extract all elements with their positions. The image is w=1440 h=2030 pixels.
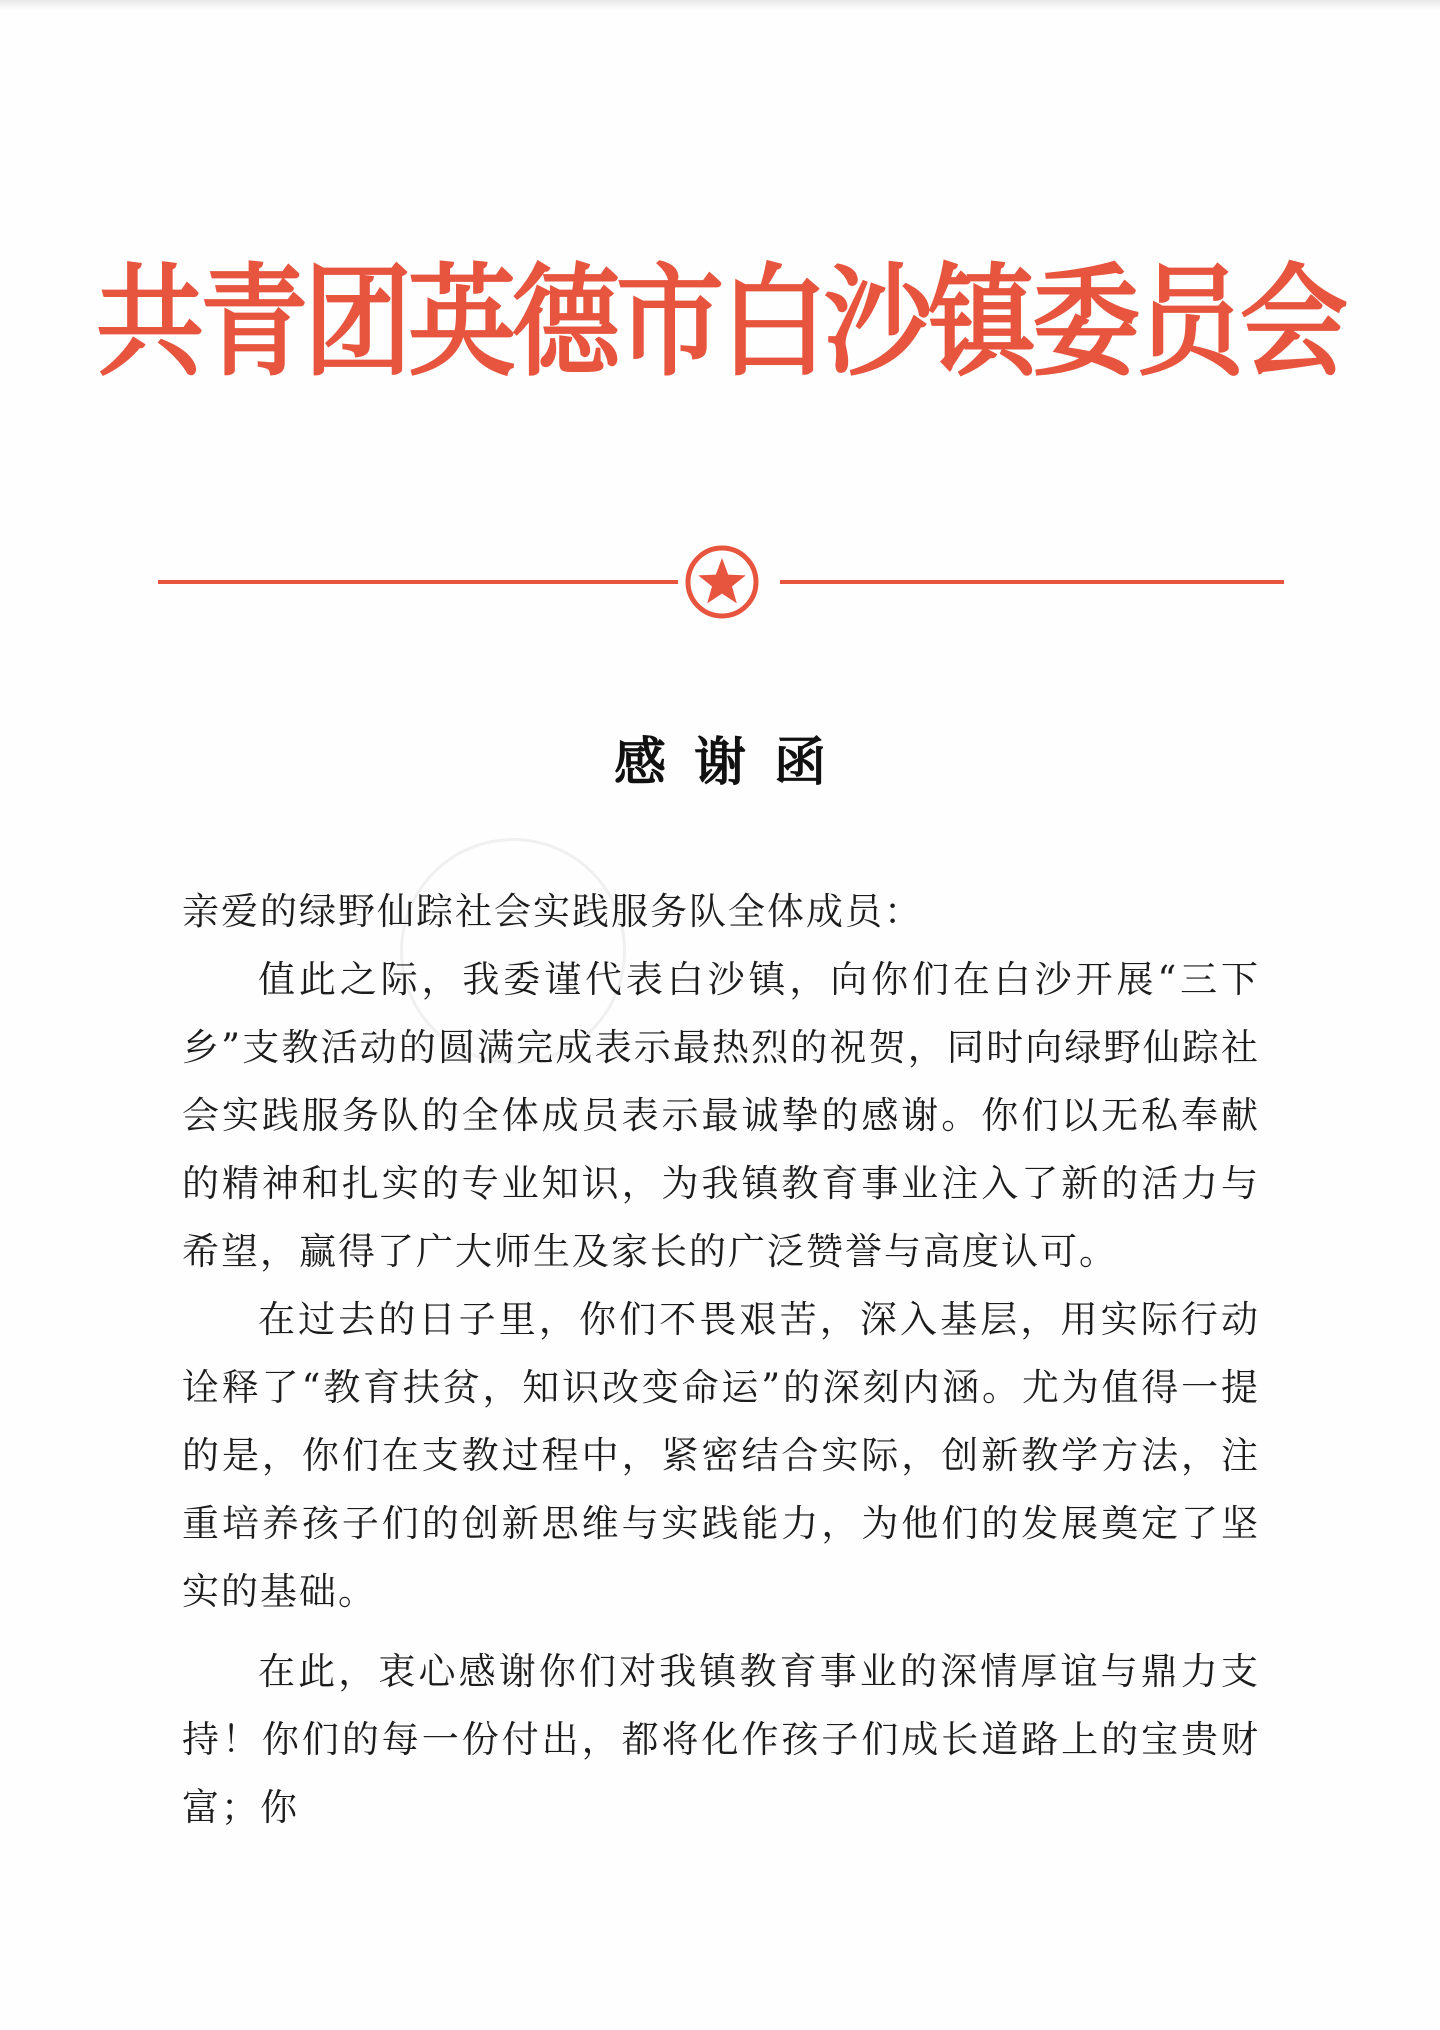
letterhead-rule-right	[780, 580, 1284, 584]
salutation: 亲爱的绿野仙踪社会实践服务队全体成员：	[182, 890, 923, 933]
paragraph-2: 在过去的日子里，你们不畏艰苦，深入基层，用实际行动诠释了“教育扶贫，知识改变命运”的深刻内涵。尤为值得一提的是，你们在支教过程中，紧密结合实际，创新教学方法，注重培养孩子们的创新思维与实践能力，为他们的发展奠定了坚实的基础。	[182, 1298, 1260, 1613]
letterhead-rule-left	[158, 580, 678, 584]
letterhead-org-name: 共青团英德市白沙镇委员会	[95, 251, 1344, 394]
paragraph-1: 值此之际，我委谨代表白沙镇，向你们在白沙开展“三下乡”支教活动的圆满完成表示最热烈的祝贺，同时向绿野仙踪社会实践服务队的全体成员表示最诚挚的感谢。你们以无私奉献的精神和扎实的专业知识，为我镇教育事业注入了新的活力与希望，赢得了广大师生及家长的广泛赞誉与高度认可。	[182, 958, 1260, 1273]
paragraph-3: 在此，衷心感谢你们对我镇教育事业的深情厚谊与鼎力支持！你们的每一份付出，都将化作孩子们成长道路上的宝贵财富；你	[182, 1650, 1260, 1829]
red-star-emblem-icon	[684, 544, 760, 620]
letter-body	[182, 878, 1260, 1842]
document-title: 感谢函	[613, 732, 854, 793]
scan-top-edge	[0, 0, 1440, 10]
